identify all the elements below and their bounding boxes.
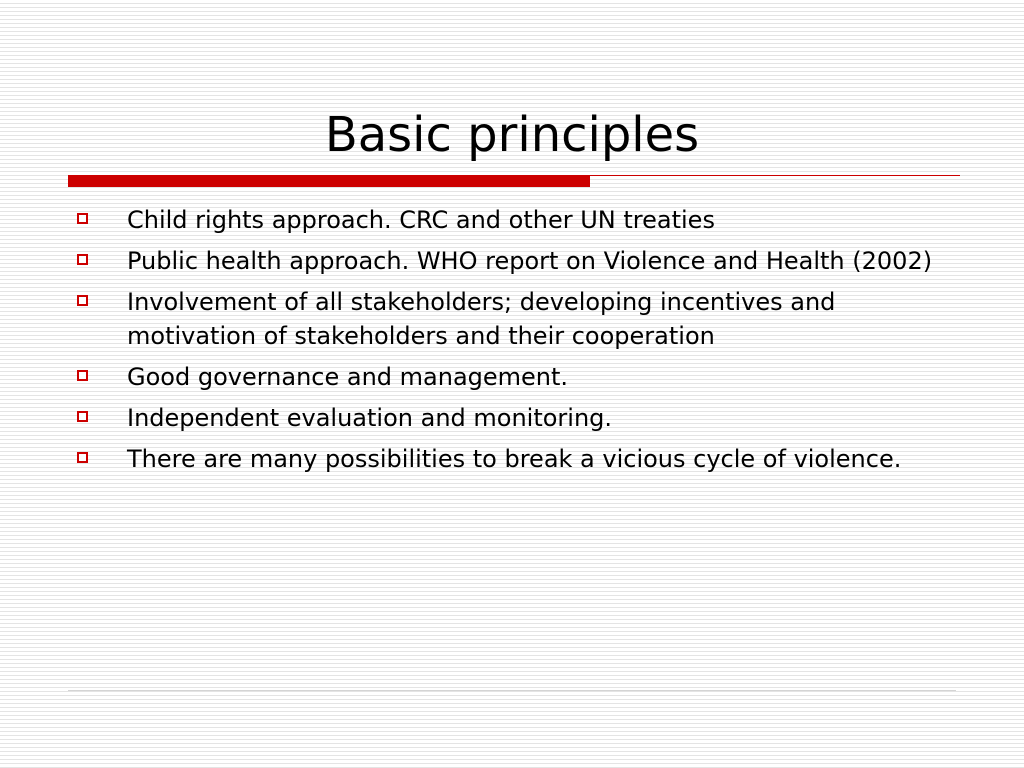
- bullet-list: [74, 203, 954, 483]
- bullet-text: Good governance and management.: [127, 363, 569, 391]
- footer-divider: [68, 690, 956, 691]
- bullet-text: Independent evaluation and monitoring.: [127, 404, 613, 432]
- bullet-text: Public health approach. WHO report on Violence and Health (2002): [127, 247, 933, 275]
- slide-title: Basic principles: [324, 107, 700, 163]
- bullet-item: [74, 401, 954, 435]
- bullet-item: [74, 360, 954, 394]
- hollow-square-icon: [77, 452, 88, 463]
- bullet-text: There are many possibilities to break a vicious cycle of violence.: [127, 445, 902, 473]
- bullet-item: [74, 244, 954, 278]
- title-underline-thick: [68, 175, 590, 187]
- hollow-square-icon: [77, 411, 88, 422]
- hollow-square-icon: [77, 254, 88, 265]
- bullet-item: [74, 285, 954, 353]
- hollow-square-icon: [77, 295, 88, 306]
- bullet-text: Involvement of all stakeholders; developing incentives and motivation of stakeholders and their cooperation: [127, 288, 836, 350]
- bullet-text: Child rights approach. CRC and other UN treaties: [127, 206, 715, 234]
- hollow-square-icon: [77, 213, 88, 224]
- bullet-item: [74, 442, 954, 476]
- bullet-item: [74, 203, 954, 237]
- hollow-square-icon: [77, 370, 88, 381]
- title-underline-thin: [590, 175, 960, 176]
